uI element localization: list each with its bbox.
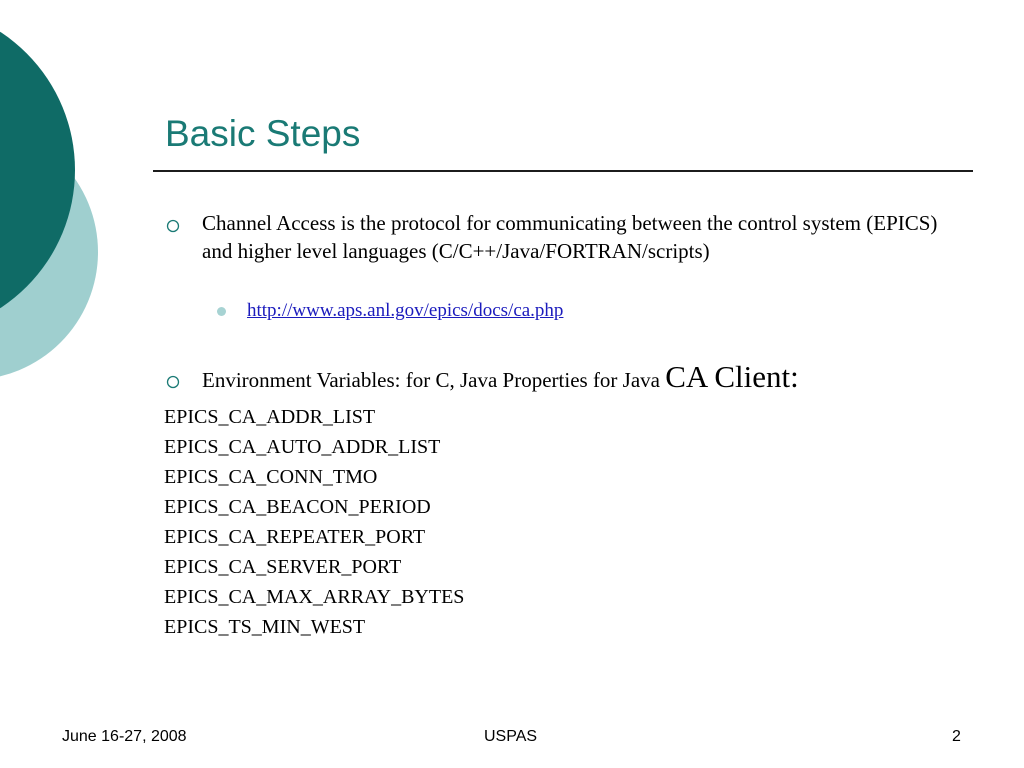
dot-bullet-icon xyxy=(217,307,226,316)
bullet-environment-variables xyxy=(202,359,962,394)
variable-item: EPICS_CA_REPEATER_PORT xyxy=(164,526,426,548)
hollow-circle-bullet-icon xyxy=(165,218,181,234)
variable-list xyxy=(164,402,464,642)
bullet-text-channel-access: Channel Access is the protocol for communicating between the control system (EPICS) and higher level languages (C/C++/Java/FORTRAN/scripts) xyxy=(202,211,938,263)
variable-item: EPICS_CA_MAX_ARRAY_BYTES xyxy=(164,586,465,608)
title-divider xyxy=(153,170,973,172)
ca-client-emphasis: CA Client: xyxy=(665,359,799,394)
footer-center-text: USPAS xyxy=(484,728,538,745)
variable-item: EPICS_TS_MIN_WEST xyxy=(164,616,366,638)
footer-page-number: 2 xyxy=(952,728,961,745)
footer-date: June 16-27, 2008 xyxy=(62,728,187,745)
ca-docs-link[interactable]: http://www.aps.anl.gov/epics/docs/ca.php xyxy=(247,300,564,321)
variable-item: EPICS_CA_AUTO_ADDR_LIST xyxy=(164,436,441,458)
variable-item: EPICS_CA_BEACON_PERIOD xyxy=(164,496,431,518)
slide-title: Basic Steps xyxy=(165,113,361,154)
variable-item: EPICS_CA_SERVER_PORT xyxy=(164,556,402,578)
variable-item: EPICS_CA_CONN_TMO xyxy=(164,466,378,488)
decorative-circles xyxy=(0,0,110,420)
bullet-text-environment-variables: Environment Variables: for C, Java Properties for Java xyxy=(202,368,666,392)
variable-item: EPICS_CA_ADDR_LIST xyxy=(164,406,376,428)
hollow-circle-bullet-icon xyxy=(165,374,181,390)
